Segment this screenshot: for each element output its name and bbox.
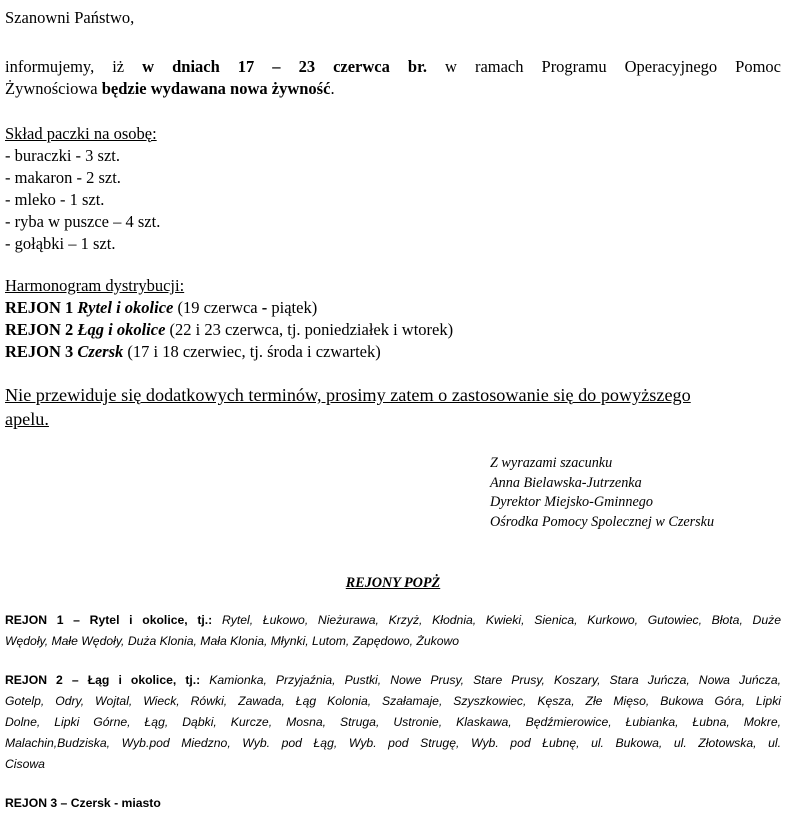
package-item: - makaron - 2 szt. [5,168,121,187]
schedule-place: Rytel i okolice [77,298,174,317]
rejon-1-line-1 [5,610,781,631]
package-section [5,123,781,255]
greeting: Szanowni Państwo, [5,8,135,27]
schedule-detail: (17 i 18 czerwiec, tj. środa i czwartek) [123,342,381,361]
intro-text-2: w ramach Programu Operacyjnego Pomoc [427,57,781,76]
schedule-section [5,275,781,363]
schedule-place: Czersk [77,342,124,361]
rejon-1-line-2: Wędoły, Małe Wędoły, Duża Klonia, Mała Klonia, Młynki, Lutom, Zapędowo, Żukowo [5,634,460,648]
intro-text-4: . [330,79,335,98]
intro-line-1 [5,56,781,78]
rejon-1-places: Rytel, Łukowo, Nieżurawa, Krzyż, Kłodnia, Kwieki, Sienica, Kurkowo, Gutowiec, Błota, Duże [212,613,781,627]
rejon-2-line-1 [5,670,781,691]
signature-line: Z wyrazami szacunku [490,455,613,471]
schedule-heading: Harmonogram dystrybucji: [5,276,185,295]
package-heading: Skład paczki na osobę: [5,124,157,143]
schedule-region: REJON 3 [5,342,78,361]
signature-block [490,454,714,532]
schedule-region: REJON 2 [5,320,78,339]
package-item: - ryba w puszce – 4 szt. [5,212,161,231]
package-item: - buraczki - 3 szt. [5,146,120,165]
rejon-2-label: REJON 2 – Łąg i okolice, tj.: [5,673,201,687]
intro-new-food: będzie wydawana nowa żywność [101,79,331,98]
schedule-row-2 [5,319,781,341]
schedule-row-3 [5,341,781,363]
rejon-3-label: REJON 3 – Czersk - miasto [5,796,161,810]
rejon-2-line-4: Malachin,Budziska, Wyb.pod Miedzno, Wyb. pod Łąg, Wyb. pod Strugę, Wyb. pod Łubnę, ul. Bukowa, ul. Złotowska, ul. [5,736,781,750]
schedule-dash: - [261,298,268,317]
intro-dates: w dniach 17 – 23 czerwca br. [142,57,427,76]
schedule-detail: piątek) [267,298,318,317]
rejon-2-places: Kamionka, Przyjaźnia, Pustki, Nowe Prusy, Stare Prusy, Koszary, Stara Juńcza, Nowa Juńcza, [200,673,782,687]
intro-line-2 [5,78,781,100]
signature-line: Anna Bielawska-Jutrzenka [490,474,642,491]
schedule-detail: (22 i 23 czerwca, tj. poniedziałek i wtorek) [165,320,454,339]
rejon-2-block [5,670,781,775]
schedule-place: Łąg i okolice [77,320,166,339]
schedule-detail: (19 czerwca [173,298,262,317]
rejon-2-line-2: Gotelp, Odry, Wojtal, Wieck, Rówki, Zawada, Łąg Kolonia, Szałamaje, Szyszkowiec, Kęsza, Złe Mięso, Bukowa Góra, Lipki [5,694,781,708]
rejon-1-label: REJON 1 – Rytel i okolice, tj.: [5,613,213,627]
notice-line-2: apelu. [5,409,49,429]
schedule-region: REJON 1 [5,298,78,317]
notice-line-1: Nie przewiduje się dodatkowych terminów, prosimy zatem o zastosowanie się do powyższego [5,385,691,405]
signature-line: Ośrodka Pomocy Spolecznej w Czersku [490,513,715,530]
rejon-2-line-3: Dolne, Lipki Górne, Łąg, Dąbki, Kurcze, Mosna, Struga, Ustronie, Klaskawa, Będźmierowice, Łubianka, Łubna, Mokre, [5,715,781,729]
intro-text-3: Żywnościowa [5,79,102,98]
package-item: - mleko - 1 szt. [5,190,105,209]
notice [5,383,781,431]
rejon-2-line-5: Cisowa [5,757,45,771]
intro-text-1: informujemy, iż [5,57,143,76]
package-item: - gołąbki – 1 szt. [5,234,116,253]
intro-paragraph [5,56,781,100]
rejony-title: REJONY POPŻ [345,575,441,591]
schedule-row-1 [5,297,781,319]
rejon-1-block [5,610,781,652]
signature-line: Dyrektor Miejsko-Gminnego [490,494,653,510]
